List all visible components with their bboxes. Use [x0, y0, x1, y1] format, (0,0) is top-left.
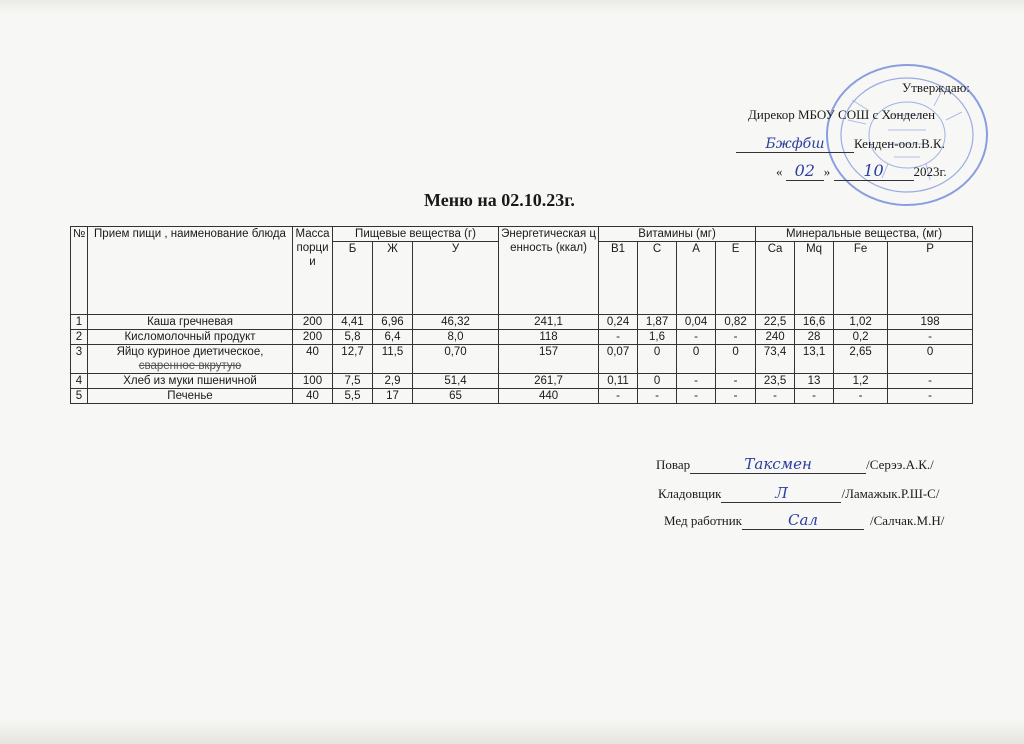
header-zh: Ж	[373, 242, 413, 315]
cell-ca: 23,5	[756, 374, 795, 389]
cell-e: 0,82	[716, 315, 756, 330]
cell-fe: 0,2	[834, 330, 888, 345]
cell-meal: Печенье	[88, 389, 293, 404]
cook-label: Повар	[656, 457, 691, 472]
cell-u: 0,70	[413, 345, 499, 374]
cell-meal: Хлеб из муки пшеничной	[88, 374, 293, 389]
cell-mass: 40	[293, 389, 333, 404]
cell-ca: 22,5	[756, 315, 795, 330]
cell-a: 0	[677, 345, 716, 374]
cell-mq: 28	[795, 330, 834, 345]
cell-meal-line1: Яйцо куриное диетическое,	[116, 346, 264, 358]
cell-c: 0	[638, 345, 677, 374]
date-day: 02	[786, 161, 824, 181]
cell-fe: -	[834, 389, 888, 404]
table-row	[71, 345, 973, 374]
cell-u: 51,4	[413, 374, 499, 389]
menu-table	[70, 226, 973, 404]
scan-top-edge	[0, 0, 1024, 14]
medic-signature-line	[664, 511, 944, 530]
cell-fe: 1,02	[834, 315, 888, 330]
table-row	[71, 389, 973, 404]
cell-ca: 240	[756, 330, 795, 345]
cell-u: 8,0	[413, 330, 499, 345]
table-row	[71, 374, 973, 389]
cell-b1: -	[599, 330, 638, 345]
cell-meal: Кисломолочный продукт	[88, 330, 293, 345]
cell-meal	[88, 345, 293, 374]
cell-p: -	[888, 374, 973, 389]
storekeeper-name: /Ламажык.Р.Ш-С/	[841, 486, 940, 501]
header-c: C	[638, 242, 677, 315]
cell-b: 12,7	[333, 345, 373, 374]
cell-mass: 200	[293, 330, 333, 345]
cell-mass: 200	[293, 315, 333, 330]
cell-mq: 13,1	[795, 345, 834, 374]
header-energy: Энергетическая ценность (ккал)	[499, 227, 599, 315]
header-b: Б	[333, 242, 373, 315]
approval-position: Дирекор МБОУ СОШ с Хонделен	[748, 107, 936, 122]
cell-mass: 40	[293, 345, 333, 374]
cell-ca: -	[756, 389, 795, 404]
cell-e: -	[716, 389, 756, 404]
cell-mq: 16,6	[795, 315, 834, 330]
header-meal: Прием пищи , наименование блюда	[88, 227, 293, 315]
table-row	[71, 330, 973, 345]
header-num: №	[71, 227, 88, 315]
director-signature: Бжфбш	[736, 136, 854, 153]
header-mass: Масса порции	[293, 227, 333, 315]
cell-p: -	[888, 330, 973, 345]
cell-p: 198	[888, 315, 973, 330]
cell-energy: 261,7	[499, 374, 599, 389]
cell-fe: 1,2	[834, 374, 888, 389]
cook-signature-line	[656, 455, 934, 474]
approval-signature-line	[736, 136, 945, 153]
storekeeper-label: Кладовщик	[658, 486, 722, 501]
cell-energy: 241,1	[499, 315, 599, 330]
cell-ca: 73,4	[756, 345, 795, 374]
date-open-quote: «	[776, 164, 783, 179]
cell-e: -	[716, 374, 756, 389]
cell-a: -	[677, 389, 716, 404]
header-b1: B1	[599, 242, 638, 315]
cook-name: /Серээ.А.К./	[866, 457, 934, 472]
director-name: Кенден-оол.В.К.	[854, 136, 945, 151]
cell-mq: -	[795, 389, 834, 404]
cell-u: 46,32	[413, 315, 499, 330]
cell-num: 2	[71, 330, 88, 345]
storekeeper-signature-line	[658, 484, 939, 503]
cell-u: 65	[413, 389, 499, 404]
header-mq: Mq	[795, 242, 834, 315]
cell-num: 1	[71, 315, 88, 330]
cell-c: 1,6	[638, 330, 677, 345]
header-a: A	[677, 242, 716, 315]
header-vitamins: Витамины (мг)	[599, 227, 756, 242]
cell-p: 0	[888, 345, 973, 374]
table-header-row-1	[71, 227, 973, 242]
cell-zh: 6,96	[373, 315, 413, 330]
header-e: E	[716, 242, 756, 315]
cell-num: 5	[71, 389, 88, 404]
cell-a: -	[677, 330, 716, 345]
table-row	[71, 315, 973, 330]
cell-num: 3	[71, 345, 88, 374]
medic-label: Мед работник	[664, 513, 742, 528]
cell-zh: 2,9	[373, 374, 413, 389]
header-u: У	[413, 242, 499, 315]
cell-b: 5,5	[333, 389, 373, 404]
cell-p: -	[888, 389, 973, 404]
storekeeper-signature: Л	[721, 484, 841, 503]
cell-c: -	[638, 389, 677, 404]
header-p: P	[888, 242, 973, 315]
header-ca: Ca	[756, 242, 795, 315]
cell-meal-line2: сваренное вкрутую	[138, 360, 242, 372]
cell-a: -	[677, 374, 716, 389]
cell-num: 4	[71, 374, 88, 389]
header-minerals: Минеральные вещества, (мг)	[756, 227, 973, 242]
cell-a: 0,04	[677, 315, 716, 330]
header-fe: Fe	[834, 242, 888, 315]
cell-b: 4,41	[333, 315, 373, 330]
medic-signature: Сал	[742, 511, 864, 530]
cell-b1: 0,24	[599, 315, 638, 330]
cell-zh: 17	[373, 389, 413, 404]
scan-bottom-edge	[0, 718, 1024, 744]
cell-zh: 6,4	[373, 330, 413, 345]
cell-b1: 0,11	[599, 374, 638, 389]
date-close-quote: »	[823, 164, 831, 179]
page-title: Меню на 02.10.23г.	[424, 190, 575, 210]
cell-b: 5,8	[333, 330, 373, 345]
cook-signature: Таксмен	[690, 455, 866, 474]
cell-b1: 0,07	[599, 345, 638, 374]
cell-mq: 13	[795, 374, 834, 389]
cell-zh: 11,5	[373, 345, 413, 374]
approval-title: Утверждаю:	[902, 80, 970, 95]
cell-fe: 2,65	[834, 345, 888, 374]
cell-meal: Каша гречневая	[88, 315, 293, 330]
date-year: 2023г.	[913, 164, 947, 179]
cell-energy: 118	[499, 330, 599, 345]
medic-name: /Салчак.М.Н/	[869, 513, 945, 528]
approval-date	[776, 161, 947, 181]
cell-c: 0	[638, 374, 677, 389]
cell-energy: 440	[499, 389, 599, 404]
cell-b1: -	[599, 389, 638, 404]
cell-e: 0	[716, 345, 756, 374]
cell-mass: 100	[293, 374, 333, 389]
cell-c: 1,87	[638, 315, 677, 330]
cell-e: -	[716, 330, 756, 345]
cell-energy: 157	[499, 345, 599, 374]
header-nutrients: Пищевые вещества (г)	[333, 227, 499, 242]
date-month: 10	[834, 161, 914, 181]
cell-b: 7,5	[333, 374, 373, 389]
